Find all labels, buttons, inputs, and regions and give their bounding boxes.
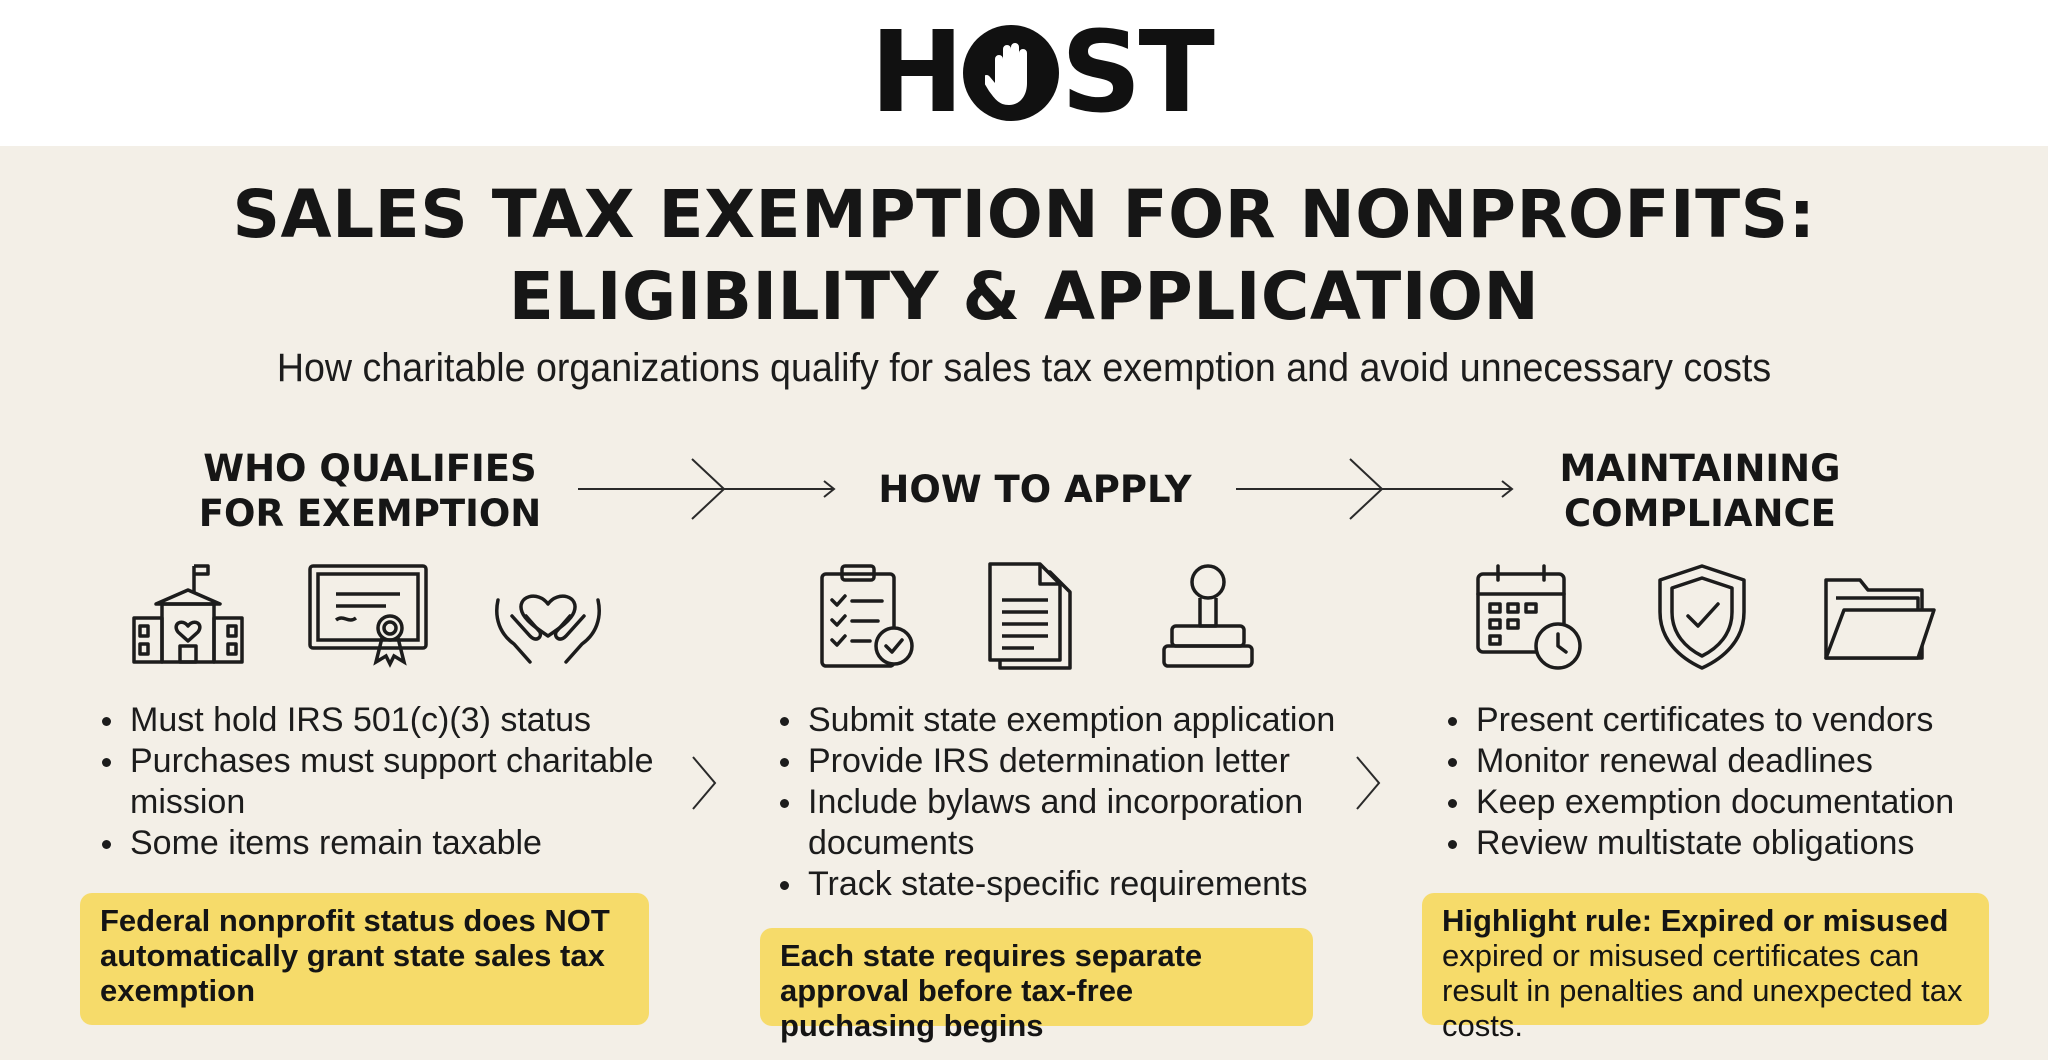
folder-icon xyxy=(1822,570,1938,666)
stamp-icon xyxy=(1158,562,1258,672)
list-item: Some items remain taxable xyxy=(98,823,678,864)
note-text: Each state requires separate approval before tax-free puchasing begins xyxy=(780,938,1203,1043)
document-stack-icon xyxy=(986,560,1076,672)
note-text: Federal nonprofit status does NOT automatically grant state sales tax exemption xyxy=(100,903,610,1008)
hand-logo-icon xyxy=(963,25,1059,121)
chevron-right-icon xyxy=(690,754,718,812)
arrow-right-icon xyxy=(1234,456,1516,522)
certificate-icon xyxy=(306,562,430,668)
page-title-line-1: SALES TAX EXEMPTION FOR NONPROFITS: xyxy=(232,176,1816,253)
heading-maintaining-compliance xyxy=(1510,446,1890,536)
heading-line: FOR EXEMPTION xyxy=(198,492,542,535)
list-item: Must hold IRS 501(c)(3) status xyxy=(98,700,678,741)
logo-letter-h: H xyxy=(870,8,961,138)
list-item: Monitor renewal deadlines xyxy=(1444,741,1964,782)
list-item: Keep exemption documentation xyxy=(1444,782,1964,823)
list-item: Include bylaws and incorporation documents xyxy=(776,782,1356,864)
logo-letters-st: ST xyxy=(1060,8,1212,138)
list-item: Submit state exemption application xyxy=(776,700,1356,741)
list-item: Present certificates to vendors xyxy=(1444,700,1964,741)
clipboard-checklist-icon xyxy=(818,562,918,672)
highlight-note-compliance xyxy=(1422,893,1989,1043)
heading-line: HOW TO APPLY xyxy=(878,468,1192,511)
how-to-apply-list xyxy=(776,700,1356,905)
heading-line: WHO QUALIFIES xyxy=(203,447,537,490)
shield-check-icon xyxy=(1654,562,1750,672)
heading-line: COMPLIANCE xyxy=(1564,492,1836,535)
page-title-line-2: ELIGIBILITY & APPLICATION xyxy=(508,258,1540,335)
page-subtitle: How charitable organizations qualify for sales tax exemption and avoid unnecessary costs xyxy=(276,346,1772,390)
arrow-right-icon xyxy=(576,456,838,522)
list-item: Provide IRS determination letter xyxy=(776,741,1356,782)
list-item: Purchases must support charitable mission xyxy=(98,741,678,823)
heading-line: MAINTAINING xyxy=(1559,447,1841,490)
note-body: expired or misused certificates can result in penalties and unexpected tax costs. xyxy=(1442,938,1963,1043)
who-qualifies-list xyxy=(98,700,678,864)
heading-how-to-apply xyxy=(850,467,1220,512)
maintaining-compliance-list xyxy=(1444,700,1964,864)
list-item: Track state-specific requirements xyxy=(776,864,1356,905)
chevron-right-icon xyxy=(1354,754,1382,812)
highlight-note-eligibility xyxy=(80,893,649,1025)
highlight-note-application xyxy=(760,928,1313,1043)
hands-heart-icon xyxy=(490,560,606,670)
heading-who-qualifies xyxy=(160,446,580,536)
note-title: Highlight rule: Expired or misused xyxy=(1442,903,1949,938)
calendar-clock-icon xyxy=(1474,562,1586,674)
list-item: Review multistate obligations xyxy=(1444,823,1964,864)
school-building-icon xyxy=(130,560,246,670)
host-logo xyxy=(870,8,1212,138)
